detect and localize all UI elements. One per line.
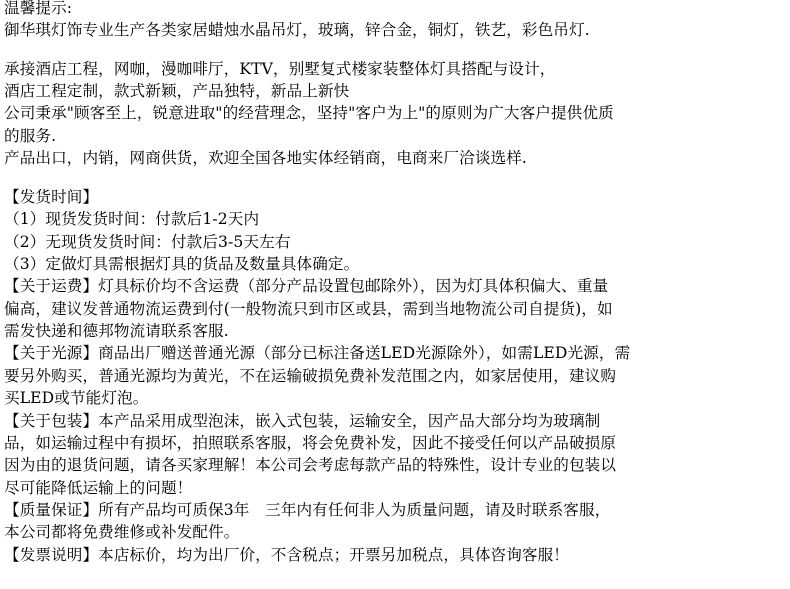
notice-title: 温馨提示: xyxy=(4,0,73,17)
services-text-line-1: 承接酒店工程，网咖，漫咖啡厅，KTV，别墅复式楼家装整体灯具搭配与设计， xyxy=(4,60,556,78)
services-text-line-2: 酒店工程定制，款式新颖，产品独特，新品上新快 xyxy=(4,82,350,100)
warranty-text-line-1: 【质量保证】所有产品均可质保3年 三年内有任何非人为质量问题，请及时联系客服， xyxy=(4,501,611,519)
shipping-time-item: （3）定做灯具需根据灯具的货品及数量具体确定。 xyxy=(4,255,360,273)
shipping-time-item: （1）现货发货时间：付款后1-2天内 xyxy=(4,210,260,228)
philosophy-text-line-2: 的服务. xyxy=(4,127,57,145)
packaging-text-line-4: 尽可能降低运输上的问题！ xyxy=(4,479,193,497)
light-source-text-line-3: 买LED或节能灯泡。 xyxy=(4,389,149,407)
invoice-text-line-1: 【发票说明】本店标价，均为出厂价，不含税点；开票另加税点，具体咨询客服！ xyxy=(4,546,569,564)
philosophy-text-line-1: 公司秉承"顾客至上，锐意进取"的经营理念，坚持"客户为上"的原则为广大客户提供优质 xyxy=(4,104,614,122)
shipping-time-heading: 【发货时间】 xyxy=(4,188,99,206)
freight-text-line-1: 【关于运费】灯具标价均不含运费（部分产品设置包邮除外），因为灯具体积偏大、重量 xyxy=(4,277,609,295)
light-source-text-line-2: 要另外购买，普通光源均为黄光，不在运输破损免费补发范围之内，如家居使用，建议购 xyxy=(4,367,617,385)
packaging-text-line-3: 因为由的退货问题，请各买家理解！本公司会考虑每款产品的特殊性，设计专业的包装以 xyxy=(4,456,617,474)
sales-text: 产品出口，内销，网商供货，欢迎全国各地实体经销商，电商来厂洽谈选样. xyxy=(4,149,527,167)
shipping-time-item: （2）无现货发货时间：付款后3-5天左右 xyxy=(4,233,291,251)
packaging-text-line-1: 【关于包装】本产品采用成型泡沫，嵌入式包装，运输安全，因产品大部分均为玻璃制 xyxy=(4,412,601,430)
freight-text-line-2: 偏高，建议发普通物流运费到付(一般物流只到市区或县，需到当地物流公司自提货)，如 xyxy=(4,300,613,318)
warranty-text-line-2: 本公司都将免费维修或补发配件。 xyxy=(4,523,240,541)
packaging-text-line-2: 品，如运输过程中有损坏，拍照联系客服，将会免费补发，因此不接受任何以产品破损原 xyxy=(4,434,617,452)
light-source-text-line-1: 【关于光源】商品出厂赠送普通光源（部分已标注备送LED光源除外），如需LED光源，需 xyxy=(4,344,631,362)
company-intro: 御华琪灯饰专业生产各类家居蜡烛水晶吊灯，玻璃，锌合金，铜灯，铁艺，彩色吊灯. xyxy=(4,21,590,39)
freight-text-line-3: 需发快递和德邦物流请联系客服. xyxy=(4,322,229,340)
